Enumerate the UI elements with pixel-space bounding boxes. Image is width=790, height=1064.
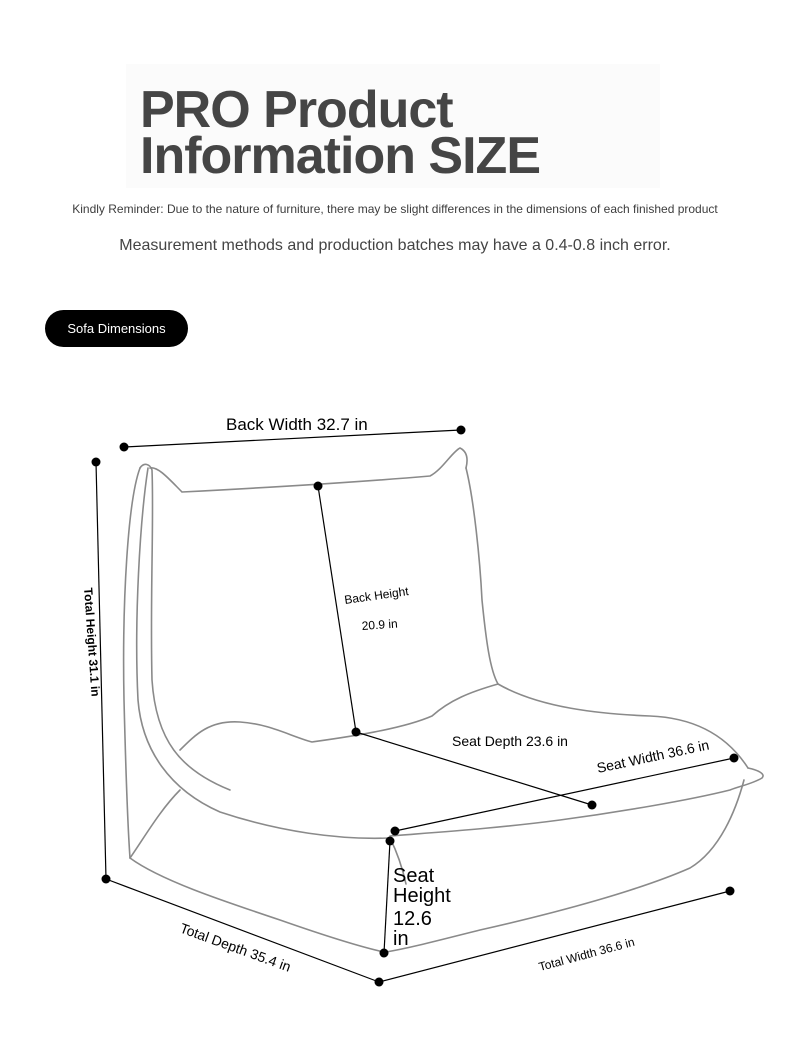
dimension-point [375, 978, 384, 987]
seat-height-label-3: 12.6 [393, 908, 432, 930]
back-height-value: 20.9 in [361, 616, 399, 633]
dimension-point [102, 875, 111, 884]
page-title-line-2: Information SIZE [140, 127, 540, 185]
total-height-label: Total Height 31.1 in [81, 587, 103, 698]
dimension-point [380, 949, 389, 958]
back-height-line [318, 486, 356, 732]
dimension-point [730, 754, 739, 763]
reminder-text: Kindly Reminder: Due to the nature of furniture, there may be slight differences in the dimensions of each finished product [72, 202, 718, 216]
page-title-line-1: PRO Product [140, 81, 453, 139]
dimension-point [314, 482, 323, 491]
dimension-point [391, 827, 400, 836]
dimension-point [386, 837, 395, 846]
total-depth-label: Total Depth 35.4 in [177, 919, 294, 975]
dimension-point [352, 728, 361, 737]
dimension-point [726, 887, 735, 896]
seat-height-label-2: Height [393, 885, 451, 907]
dimension-point [457, 426, 466, 435]
sofa-illustration [124, 448, 763, 952]
seat-width-label: Seat Width 36.6 in [595, 736, 711, 776]
error-note: Measurement methods and production batches may have a 0.4-0.8 inch error. [119, 237, 671, 254]
back-width-label: Back Width 32.7 in [226, 415, 368, 434]
total-width-label: Total Width 36.6 in [537, 934, 637, 974]
seat-height-line [384, 841, 390, 953]
dimension-labels [81, 415, 711, 975]
dimension-point [92, 458, 101, 467]
seat-height-label-1: Seat [393, 865, 435, 887]
sofa-dimensions-badge: Sofa Dimensions [45, 310, 188, 347]
back-height-label: Back Height [343, 584, 410, 607]
dimension-point [120, 443, 129, 452]
total-depth-line [106, 879, 379, 982]
dimension-point [588, 801, 597, 810]
seat-height-label-4: in [393, 928, 409, 950]
seat-depth-label: Seat Depth 23.6 in [452, 733, 568, 749]
